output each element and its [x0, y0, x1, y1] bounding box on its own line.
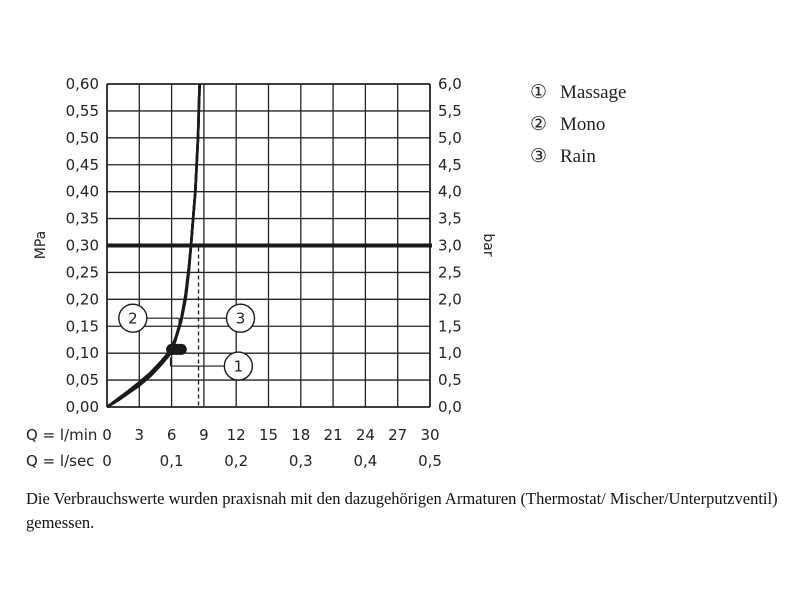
y-left-tick-label: 0,20: [65, 290, 99, 309]
legend-symbol-2: ②: [530, 114, 548, 135]
x-tick-label: 9: [199, 426, 209, 444]
y-left-tick-label: 0,45: [65, 155, 99, 174]
callout-label-1: 1: [233, 357, 244, 376]
x-tick-label: 0,3: [288, 452, 313, 470]
y-left-tick-label: 0,30: [65, 236, 99, 255]
x-tick-label: 0,5: [418, 452, 442, 470]
y-right-tick-label: 4,5: [438, 155, 462, 174]
y-left-tick-label: 0,15: [65, 317, 99, 336]
y-right-tick-label: 2,0: [438, 290, 462, 309]
x-tick-label: 12: [226, 426, 246, 444]
y-left-tick-label: 0,55: [65, 101, 99, 120]
y-left-tick-label: 0,10: [65, 344, 99, 363]
y-left-tick-label: 0,40: [65, 182, 99, 201]
y-right-tick-label: 0,0: [438, 398, 462, 416]
legend-symbol-3: ③: [530, 146, 548, 167]
y-left-tick-label: 0,25: [65, 263, 99, 282]
y-right-tick-label: 2,5: [438, 263, 462, 282]
x-ticks: [26, 426, 442, 470]
legend-symbol-1: ①: [530, 82, 548, 103]
x-tick-label: 21: [323, 426, 343, 444]
y-right-tick-label: 1,5: [438, 317, 462, 336]
legend-label-3: Rain: [560, 146, 596, 167]
x-tick-label: 3: [134, 426, 145, 444]
legend-label-1: Massage: [560, 82, 627, 103]
x-tick-label: 24: [355, 426, 375, 444]
x-tick-label: 15: [258, 426, 279, 444]
y-right-tick-label: 5,0: [438, 128, 462, 147]
x-tick-label: 0,1: [159, 452, 184, 470]
x-tick-label: 27: [388, 426, 408, 444]
x-tick-label: 30: [420, 426, 440, 444]
y-right-tick-label: 1,0: [438, 344, 462, 363]
x-tick-label: 0,2: [224, 452, 249, 470]
y-left-tick-label: 0,00: [65, 398, 99, 416]
legend: [530, 82, 626, 167]
callout-label-3: 3: [235, 309, 246, 328]
y-left-axis-title: MPa: [33, 230, 49, 260]
y-right-tick-label: 5,5: [438, 101, 462, 120]
x-axis-row-label: Q = l/sec: [26, 452, 95, 470]
y-left-tick-label: 0,05: [65, 371, 99, 390]
y-right-tick-label: 0,5: [438, 371, 462, 390]
y-left-ticks: [66, 75, 99, 416]
x-tick-label: 18: [291, 426, 311, 444]
y-left-tick-label: 0,35: [65, 209, 99, 228]
x-tick-label: 0,4: [353, 452, 378, 470]
callout-label-2: 2: [128, 309, 138, 328]
x-tick-label: 0: [102, 452, 112, 470]
measurement-note: Die Verbrauchswerte wurden praxisnah mit den dazugehörigen Armaturen (Thermostat/ Mischer/Unterputzventil) gemessen.: [26, 489, 778, 532]
x-tick-label: 6: [166, 426, 177, 444]
y-right-axis-title: bar: [480, 233, 496, 257]
x-axis-row-label: Q = l/min: [26, 426, 98, 444]
y-right-tick-label: 3,0: [438, 236, 462, 255]
y-left-tick-label: 0,60: [65, 75, 99, 93]
y-right-tick-label: 6,0: [438, 75, 462, 93]
y-right-ticks: [438, 75, 462, 416]
legend-label-2: Mono: [560, 114, 606, 135]
y-right-tick-label: 3,5: [438, 209, 462, 228]
x-tick-label: 0: [102, 426, 112, 444]
y-right-tick-label: 4,0: [438, 182, 462, 201]
y-left-tick-label: 0,50: [65, 128, 99, 147]
